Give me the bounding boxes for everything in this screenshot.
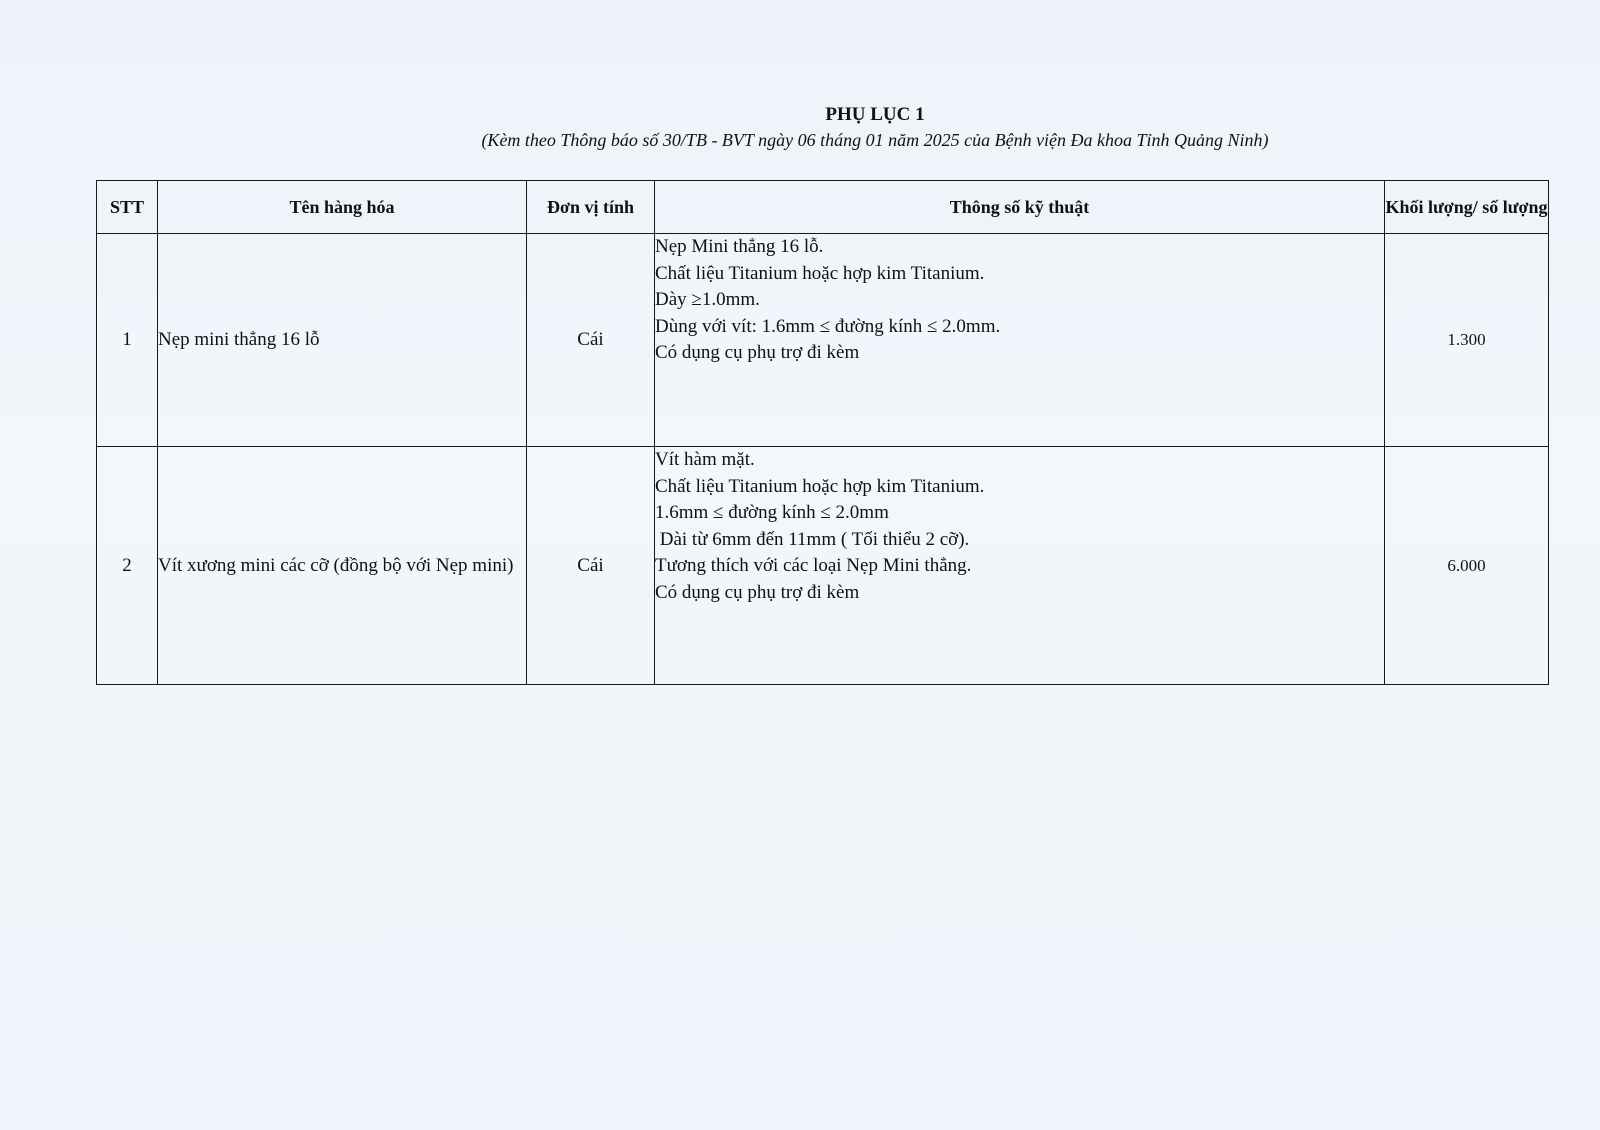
- table-row: [97, 234, 1549, 447]
- row-unit: Cái: [527, 447, 655, 685]
- header-qty: Khối lượng/ số lượng: [1385, 181, 1549, 234]
- spec-line: Dùng với vít: 1.6mm ≤ đường kính ≤ 2.0mm.: [655, 315, 1001, 337]
- spec-line: Tương thích với các loại Nẹp Mini thẳng.: [655, 555, 972, 577]
- spec-line: Dày ≥1.0mm.: [655, 289, 760, 311]
- row-name: Nẹp mini thẳng 16 lỗ: [158, 234, 527, 447]
- spec-line: Nẹp Mini thẳng 16 lỗ.: [655, 236, 824, 257]
- row-spec: [655, 447, 1385, 685]
- row-qty: 1.300: [1385, 234, 1549, 447]
- document-subtitle: (Kèm theo Thông báo số 30/TB - BVT ngày 06 tháng 01 năm 2025 của Bệnh viện Đa khoa Tỉnh Quảng Ninh): [481, 130, 1269, 150]
- header-unit: Đơn vị tính: [527, 181, 655, 234]
- header-spec: Thông số kỹ thuật: [655, 181, 1385, 234]
- row-qty: 6.000: [1385, 447, 1549, 685]
- spec-line: Có dụng cụ phụ trợ đi kèm: [655, 581, 860, 603]
- row-stt: 1: [97, 234, 158, 447]
- row-stt: 2: [97, 447, 158, 685]
- spec-line: Chất liệu Titanium hoặc hợp kim Titanium.: [655, 262, 985, 284]
- spec-line: 1.6mm ≤ đường kính ≤ 2.0mm: [655, 502, 889, 524]
- row-unit: Cái: [527, 234, 655, 447]
- spec-line: Có dụng cụ phụ trợ đi kèm: [655, 342, 860, 364]
- header-stt: STT: [97, 181, 158, 234]
- spec-line: Chất liệu Titanium hoặc hợp kim Titanium.: [655, 475, 985, 497]
- table-row: [97, 447, 1549, 685]
- table-header-row: [97, 181, 1549, 234]
- row-spec: [655, 234, 1385, 447]
- row-name: Vít xương mini các cỡ (đồng bộ với Nẹp mini): [158, 447, 527, 685]
- goods-table: [96, 180, 1549, 685]
- spec-line: Dài từ 6mm đến 11mm ( Tối thiểu 2 cỡ).: [655, 528, 970, 550]
- header-name: Tên hàng hóa: [158, 181, 527, 234]
- document-title: PHỤ LỤC 1: [825, 104, 925, 125]
- spec-line: Vít hàm mặt.: [655, 449, 755, 470]
